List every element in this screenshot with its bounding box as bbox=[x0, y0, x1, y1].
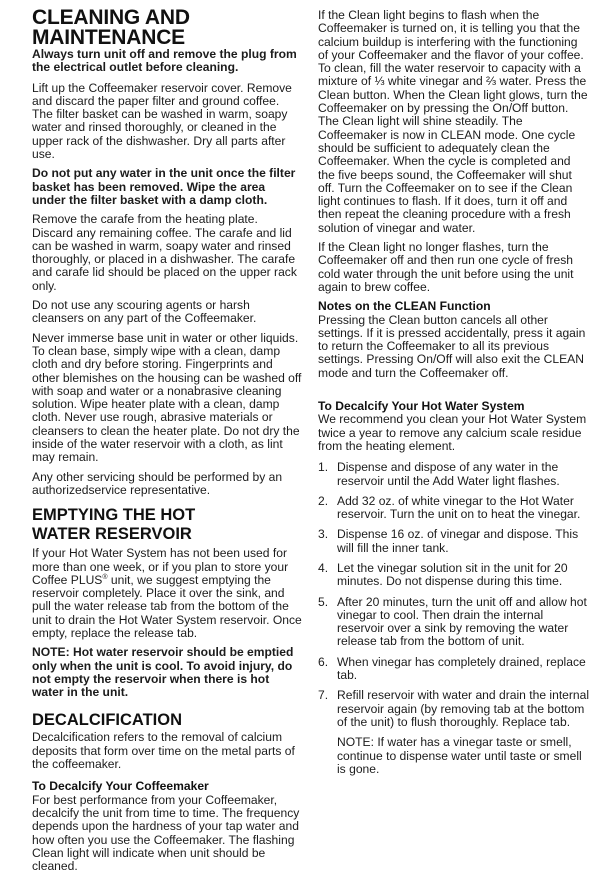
step-number: 6. bbox=[318, 654, 329, 669]
decalcify-hot-water-paragraph: We recommend you clean your Hot Water System twice a year to remove any calcium scale residue from the heating element. bbox=[318, 412, 587, 453]
cleaning-paragraph-filter: Lift up the Coffeemaker reservoir cover. Remove and discard the paper filter and ground coffee. The filter basket can be washed in warm, soapy water and rinsed thoroughly, or cleaned in the upper rack of the dishwasher. Dry all parts after use. bbox=[32, 80, 292, 162]
cleaning-heading-line1: CLEANING AND bbox=[32, 6, 190, 29]
cleaning-warning-filter-basket: Do not put any water in the unit once the filter basket has been removed. Wipe the area under the filter basket with a damp cloth. bbox=[32, 166, 296, 207]
clean-function-notes-paragraph: Pressing the Clean button cancels all other settings. If it is pressed accidentally, press it again to return the Coffeemaker to all its previous settings. Pressing On/Off will also exit the CLEAN mode and turn the Coffeemaker off. bbox=[318, 312, 586, 380]
decalcification-intro: Decalcification refers to the removal of calcium deposits that form over time on the metal parts of the coffeemaker. bbox=[32, 730, 295, 772]
clean-light-flash-paragraph: If the Clean light begins to flash when the Coffeemaker is turned on, it is telling you that the calcium buildup is interfering with the functioning of your Coffeemaker and the flavor of your coffee. To clean, fill the water reservoir to capacity with a mixture of ⅓ white vinegar and ⅔ water. Press the Clean button. When the Clean light glows, turn the Coffeemaker on by pressing the On/Off button. The Clean light will shine steadily. The Coffeemaker is now in CLEAN mode. One cycle should be sufficient to adequately clean the Coffeemaker. When the cycle is completed and the five beeps sound, the Coffeemaker will shut off. Turn the Coffeemaker on to see if the Clean light continues to flash. If it does, turn it off and then repeat the cleaning procedure with a fresh solution of vinegar and water. bbox=[318, 8, 588, 235]
emptying-note: NOTE: Hot water reservoir should be emptied only when the unit is cool. To avoid injury, do not empty the reservoir when there is hot water in the unit. bbox=[32, 645, 294, 700]
cleaning-heading bbox=[32, 8, 302, 48]
step-number: 7. bbox=[318, 688, 329, 703]
decalcify-coffeemaker-paragraph: For best performance from your Coffeemaker, decalcify the unit from time to time. The frequency depends upon the hardness of your tap water and how often you use the Coffeemaker. The flashing Clean light will indicate when unit should be cleaned. bbox=[32, 792, 300, 874]
emptying-heading bbox=[32, 506, 302, 544]
step-text: Let the vinegar solution sit in the unit for 20 minutes. Do not dispense during this time. bbox=[337, 560, 568, 589]
step-text: Dispense and dispose of any water in the reservoir until the Add Water light flashes. bbox=[337, 460, 560, 488]
final-note: NOTE: If water has a vinegar taste or smell, continue to dispense water until taste or smell is gone. bbox=[337, 735, 582, 776]
cleaning-paragraph-scouring: Do not use any scouring agents or harsh cleansers on any part of the Coffeemaker. bbox=[32, 298, 257, 326]
step-text: Add 32 oz. of white vinegar to the Hot Water reservoir. Turn the unit on to heat the vinegar. bbox=[337, 493, 581, 522]
step-number: 3. bbox=[318, 527, 329, 542]
step-item bbox=[318, 562, 590, 589]
decalcification-heading: DECALCIFICATION bbox=[32, 711, 183, 730]
step-number: 5. bbox=[318, 594, 329, 609]
hot-water-steps-list bbox=[318, 461, 590, 729]
step-item bbox=[318, 461, 590, 488]
right-column bbox=[318, 9, 590, 782]
step-item bbox=[318, 495, 590, 522]
emptying-paragraph: If your Hot Water System has not been used for more than one week, or if you plan to store your Coffee PLUS® unit, we suggest emptying the reservoir completely. Place it over the sink, and pull the water release tab from the bottom of the unit to drain the Hot Water System reservoir. Once empty, replace the release tab. bbox=[32, 546, 302, 640]
clean-function-notes-subheading: Notes on the CLEAN Function bbox=[318, 299, 491, 314]
step-item bbox=[318, 528, 590, 555]
cleaning-paragraph-base: Never immerse base unit in water or other liquids. To clean base, simply wipe with a clean, damp cloth and dry before storing. Fingerprints and other blemishes on the housing can be washed off with soap and water or a nonabrasive cleaning solution. Wipe heater plate with a clean, damp cloth. Never use rough, abrasive materials or cleansers to clean the heater plate. Do not dry the inside of the water reservoir with a cloth, as lint may remain. bbox=[32, 330, 302, 465]
left-column bbox=[32, 0, 302, 879]
step-text: When vinegar has completely drained, replace tab. bbox=[337, 654, 586, 683]
emptying-heading-line1: EMPTYING THE HOT bbox=[32, 506, 196, 525]
step-item bbox=[318, 596, 590, 649]
decalcify-coffeemaker-subheading: To Decalcify Your Coffeemaker bbox=[32, 779, 209, 794]
cleaning-paragraph-carafe: Remove the carafe from the heating plate. Discard any remaining coffee. The carafe and lid can be washed in warm, soapy water and rinsed thoroughly, or placed in a dishwasher. The carafe and carafe lid should be placed on the upper rack only. bbox=[32, 212, 297, 293]
step-text: After 20 minutes, turn the unit off and allow hot vinegar to cool. Then drain the internal reservoir over a sink by removing the water release tab from the bottom of unit. bbox=[337, 594, 587, 649]
step-number: 2. bbox=[318, 493, 329, 508]
cleaning-warning: Always turn unit off and remove the plug from the electrical outlet before cleaning. bbox=[32, 47, 297, 75]
clean-light-no-flash-paragraph: If the Clean light no longer flashes, turn the Coffeemaker off and then run one cycle of fresh cold water through the unit before using the unit again to brew coffee. bbox=[318, 240, 574, 294]
step-number: 1. bbox=[318, 460, 329, 475]
step-text: Refill reservoir with water and drain the internal reservoir again (by removing tab at the bottom of the unit) to flush thoroughly. Replace tab. bbox=[337, 688, 590, 729]
cleaning-paragraph-servicing: Any other servicing should be performed by an authorizedservice representative. bbox=[32, 469, 283, 497]
emptying-heading-line2: WATER RESERVOIR bbox=[32, 525, 192, 544]
step-item bbox=[318, 689, 590, 729]
step-item bbox=[318, 656, 590, 683]
cleaning-heading-line2: MAINTENANCE bbox=[32, 26, 185, 49]
decalcify-hot-water-subheading: To Decalcify Your Hot Water System bbox=[318, 399, 525, 414]
step-number: 4. bbox=[318, 560, 329, 575]
step-text: Dispense 16 oz. of vinegar and dispose. This will fill the inner tank. bbox=[337, 527, 579, 555]
